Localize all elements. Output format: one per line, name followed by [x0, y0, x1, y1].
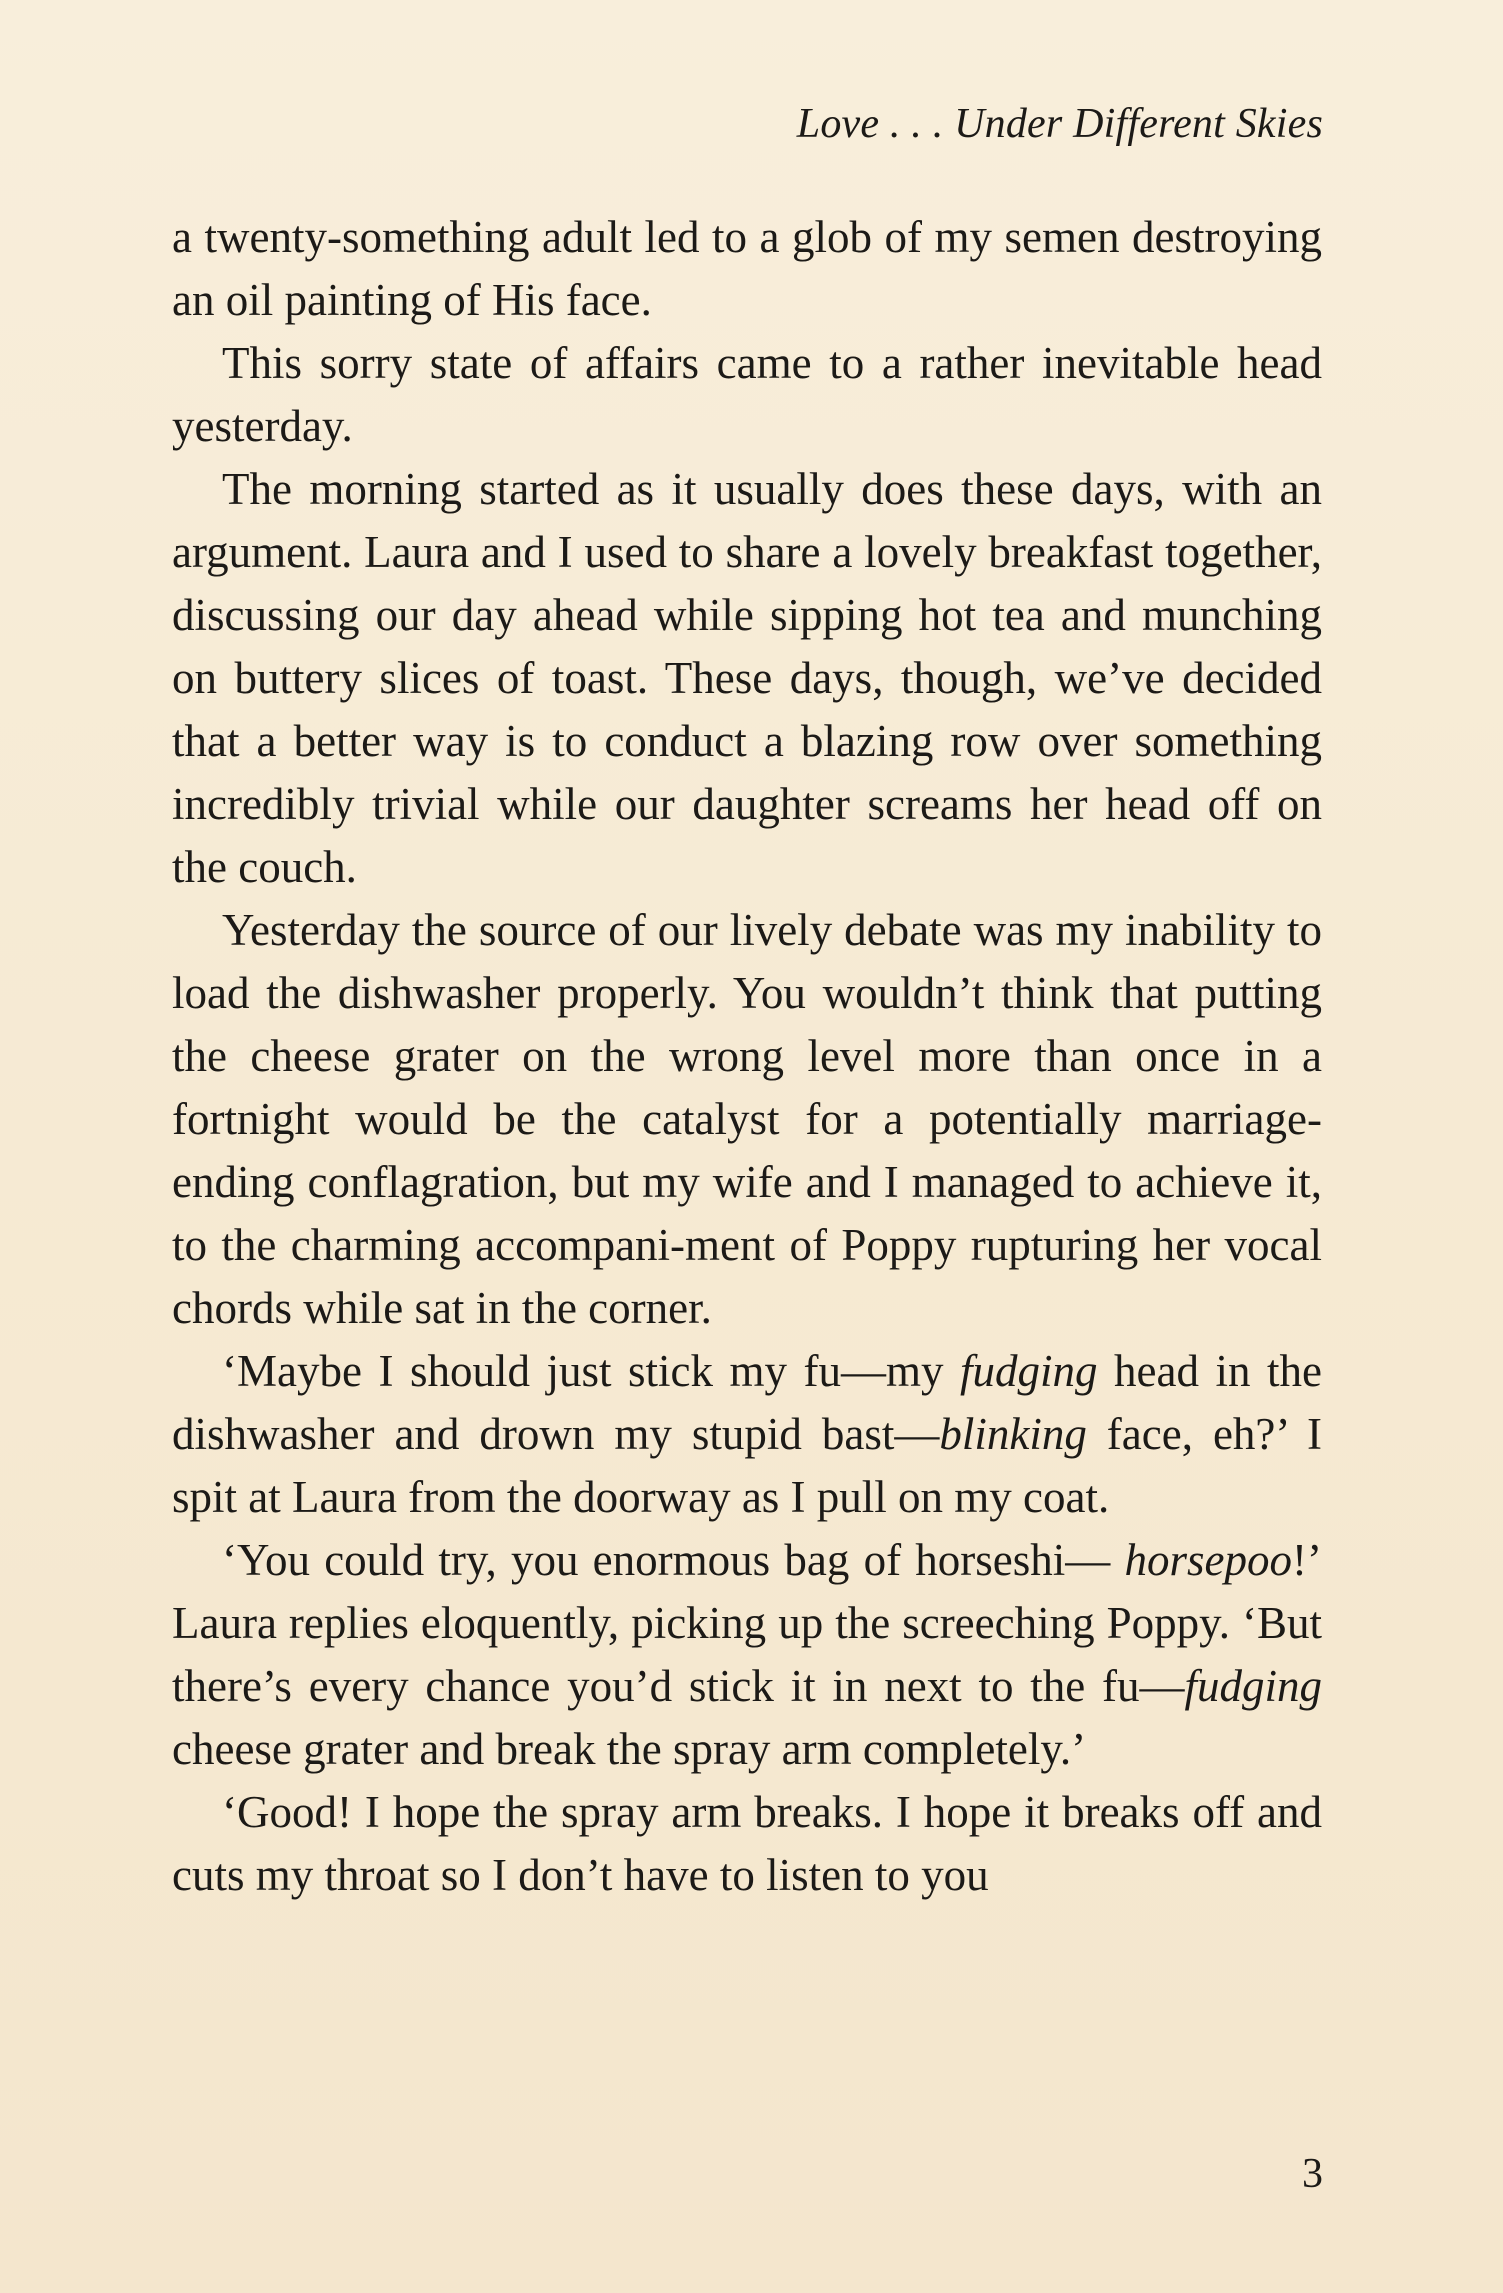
paragraph: [172, 1781, 1322, 1907]
italic-text: blinking: [939, 1409, 1087, 1459]
paragraph-text: Yesterday the source of our lively debate was my inability to load the dishwasher properly. You wouldn’t think that putting the cheese grater on the wrong level more than once in a fortnight would be the catalyst for a potentially marriage-ending conflagration, but my wife and I managed to achieve it, to the charming accompani-ment of Poppy rupturing her vocal chords while sat in the corner.: [172, 905, 1322, 1333]
paragraph-text: ‘Good! I hope the spray arm breaks. I hope it breaks off and cuts my throat so I don’t have to listen to you: [172, 1787, 1322, 1900]
paragraph-text: ‘Maybe I should just stick my fu—my: [222, 1346, 961, 1396]
paragraph: [172, 1529, 1322, 1781]
paragraph-text: head in the dishwasher and drown my stupid bast—: [172, 1346, 1322, 1459]
italic-text: fudging: [1184, 1661, 1322, 1711]
page-number: 3: [1302, 2151, 1323, 2197]
paragraph: [172, 458, 1322, 899]
paragraph: [172, 206, 1322, 332]
italic-text: horsepoo: [1124, 1535, 1293, 1585]
italic-text: fudging: [960, 1346, 1098, 1396]
paragraph-text: face, eh?’ I spit at Laura from the doorway as I pull on my coat.: [172, 1409, 1323, 1522]
paragraph-text: !’ Laura replies eloquently, picking up the screeching Poppy. ‘But there’s every chance you’d stick it in next to the fu—: [172, 1535, 1322, 1711]
paragraph: [172, 899, 1322, 1340]
paragraph-text: The morning started as it usually does these days, with an argument. Laura and I used to share a lovely breakfast together, discussing our day ahead while sipping hot tea and munching on buttery slices of toast. These days, though, we’ve decided that a better way is to conduct a blazing row over something incredibly trivial while our daughter screams her head off on the couch.: [172, 464, 1322, 892]
paragraph: [172, 1340, 1322, 1529]
paragraph-text: This sorry state of affairs came to a rather inevitable head yesterday.: [172, 338, 1322, 451]
paragraph-text: a twenty-something adult led to a glob of my semen destroying an oil painting of His face.: [172, 212, 1322, 325]
paragraph: [172, 332, 1322, 458]
paragraph-text: ‘You could try, you enormous bag of horseshi—: [222, 1535, 1125, 1585]
body-text: [172, 206, 1322, 1907]
running-head: Love . . . Under Different Skies: [796, 101, 1323, 147]
paragraph-text: cheese grater and break the spray arm completely.’: [172, 1724, 1087, 1774]
